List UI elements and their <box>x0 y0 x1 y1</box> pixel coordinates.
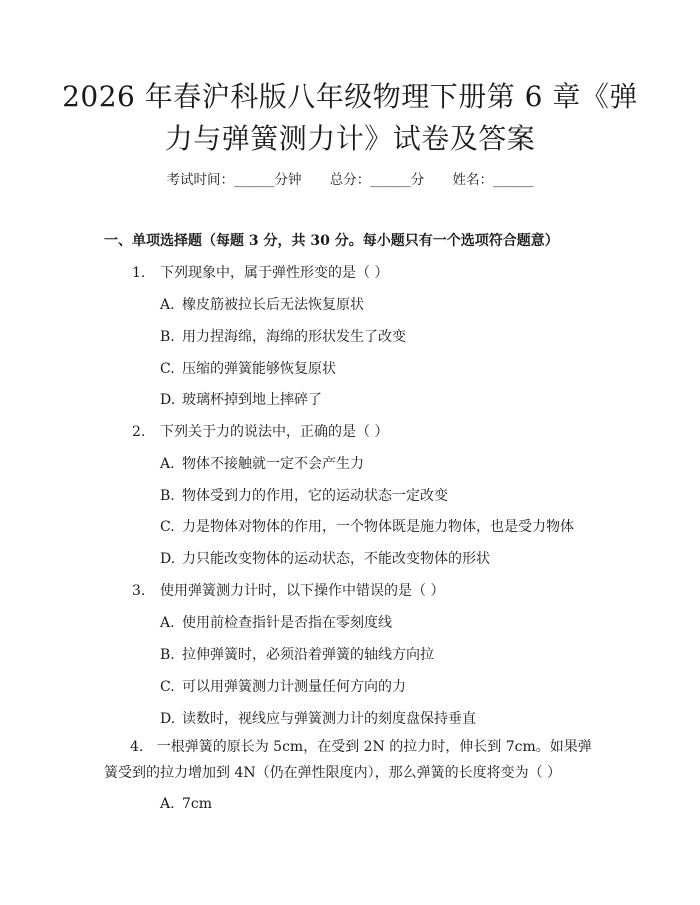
option-text: 力只能改变物体的运动状态，不能改变物体的形状 <box>182 551 490 567</box>
question-text: 下列关于力的说法中，正确的是（ ） <box>160 424 389 440</box>
option-text: 压缩的弹簧能够恢复原状 <box>182 361 336 377</box>
option-letter: C. <box>160 361 175 377</box>
option-letter: B. <box>160 329 175 345</box>
option-letter: A. <box>160 615 175 631</box>
option-letter: D. <box>160 711 176 727</box>
option-letter: C. <box>160 679 175 695</box>
option-letter: B. <box>160 488 175 504</box>
student-name: 姓名：______ <box>452 172 534 188</box>
option-letter: D. <box>160 551 176 567</box>
q3-option-c <box>160 676 406 696</box>
exam-time: 考试时间：______分钟 <box>166 172 302 188</box>
option-letter: A. <box>160 297 175 313</box>
section-heading: 一、单项选择题（每题 3 分，共 30 分。每小题只有一个选项符合题意） <box>104 233 559 249</box>
q2-option-b <box>160 485 448 505</box>
question-2 <box>132 421 388 441</box>
exam-meta <box>0 168 700 188</box>
total-score: 总分：______分 <box>329 172 425 188</box>
question-text: 下列现象中，属于弹性形变的是（ ） <box>160 265 389 281</box>
question-number: 3. <box>132 583 146 599</box>
option-text: 用力捏海绵，海绵的形状发生了改变 <box>182 329 406 345</box>
q3-option-a <box>160 612 392 632</box>
question-1 <box>132 262 388 282</box>
title-line-1: 2026 年春沪科版八年级物理下册第 6 章《弹 <box>62 80 638 113</box>
title-line-2: 力与弹簧测力计》试卷及答案 <box>164 122 536 155</box>
option-text: 玻璃杯掉到地上摔碎了 <box>182 392 322 408</box>
question-text: 一根弹簧的原长为 5cm，在受到 2N 的拉力时，伸长到 7cm。如果弹簧受到的拉力增加到 4N（仍在弹性限度内），那么弹簧的长度将变为（ ） <box>104 739 592 781</box>
page-title <box>60 76 640 160</box>
option-text: 橡皮筋被拉长后无法恢复原状 <box>182 297 364 313</box>
option-text: 力是物体对物体的作用，一个物体既是施力物体，也是受力物体 <box>182 519 574 535</box>
option-text: 读数时，视线应与弹簧测力计的刻度盘保持垂直 <box>182 711 476 727</box>
option-letter: A. <box>160 796 175 812</box>
q1-option-d <box>160 389 322 409</box>
question-number: 1. <box>132 265 146 281</box>
question-3 <box>132 580 444 600</box>
q2-option-a <box>160 453 364 473</box>
option-letter: B. <box>160 647 175 663</box>
q1-option-c <box>160 358 336 378</box>
option-text: 可以用弹簧测力计测量任何方向的力 <box>182 679 406 695</box>
option-letter: A. <box>160 456 175 472</box>
option-letter: C. <box>160 519 175 535</box>
option-text: 7cm <box>182 796 213 812</box>
question-4 <box>104 734 604 786</box>
q3-option-d <box>160 708 476 728</box>
question-number: 4. <box>130 739 144 755</box>
option-text: 物体受到力的作用，它的运动状态一定改变 <box>182 488 448 504</box>
option-text: 拉伸弹簧时，必须沿着弹簧的轴线方向拉 <box>182 647 434 663</box>
option-text: 使用前检查指针是否指在零刻度线 <box>182 615 392 631</box>
option-letter: D. <box>160 392 176 408</box>
question-text: 使用弹簧测力计时，以下操作中错误的是（ ） <box>160 583 445 599</box>
q4-option-a <box>160 796 212 812</box>
option-text: 物体不接触就一定不会产生力 <box>182 456 364 472</box>
question-number: 2. <box>132 424 146 440</box>
q1-option-b <box>160 326 406 346</box>
q3-option-b <box>160 644 434 664</box>
q2-option-c <box>160 516 574 536</box>
q1-option-a <box>160 294 364 314</box>
q2-option-d <box>160 548 490 568</box>
